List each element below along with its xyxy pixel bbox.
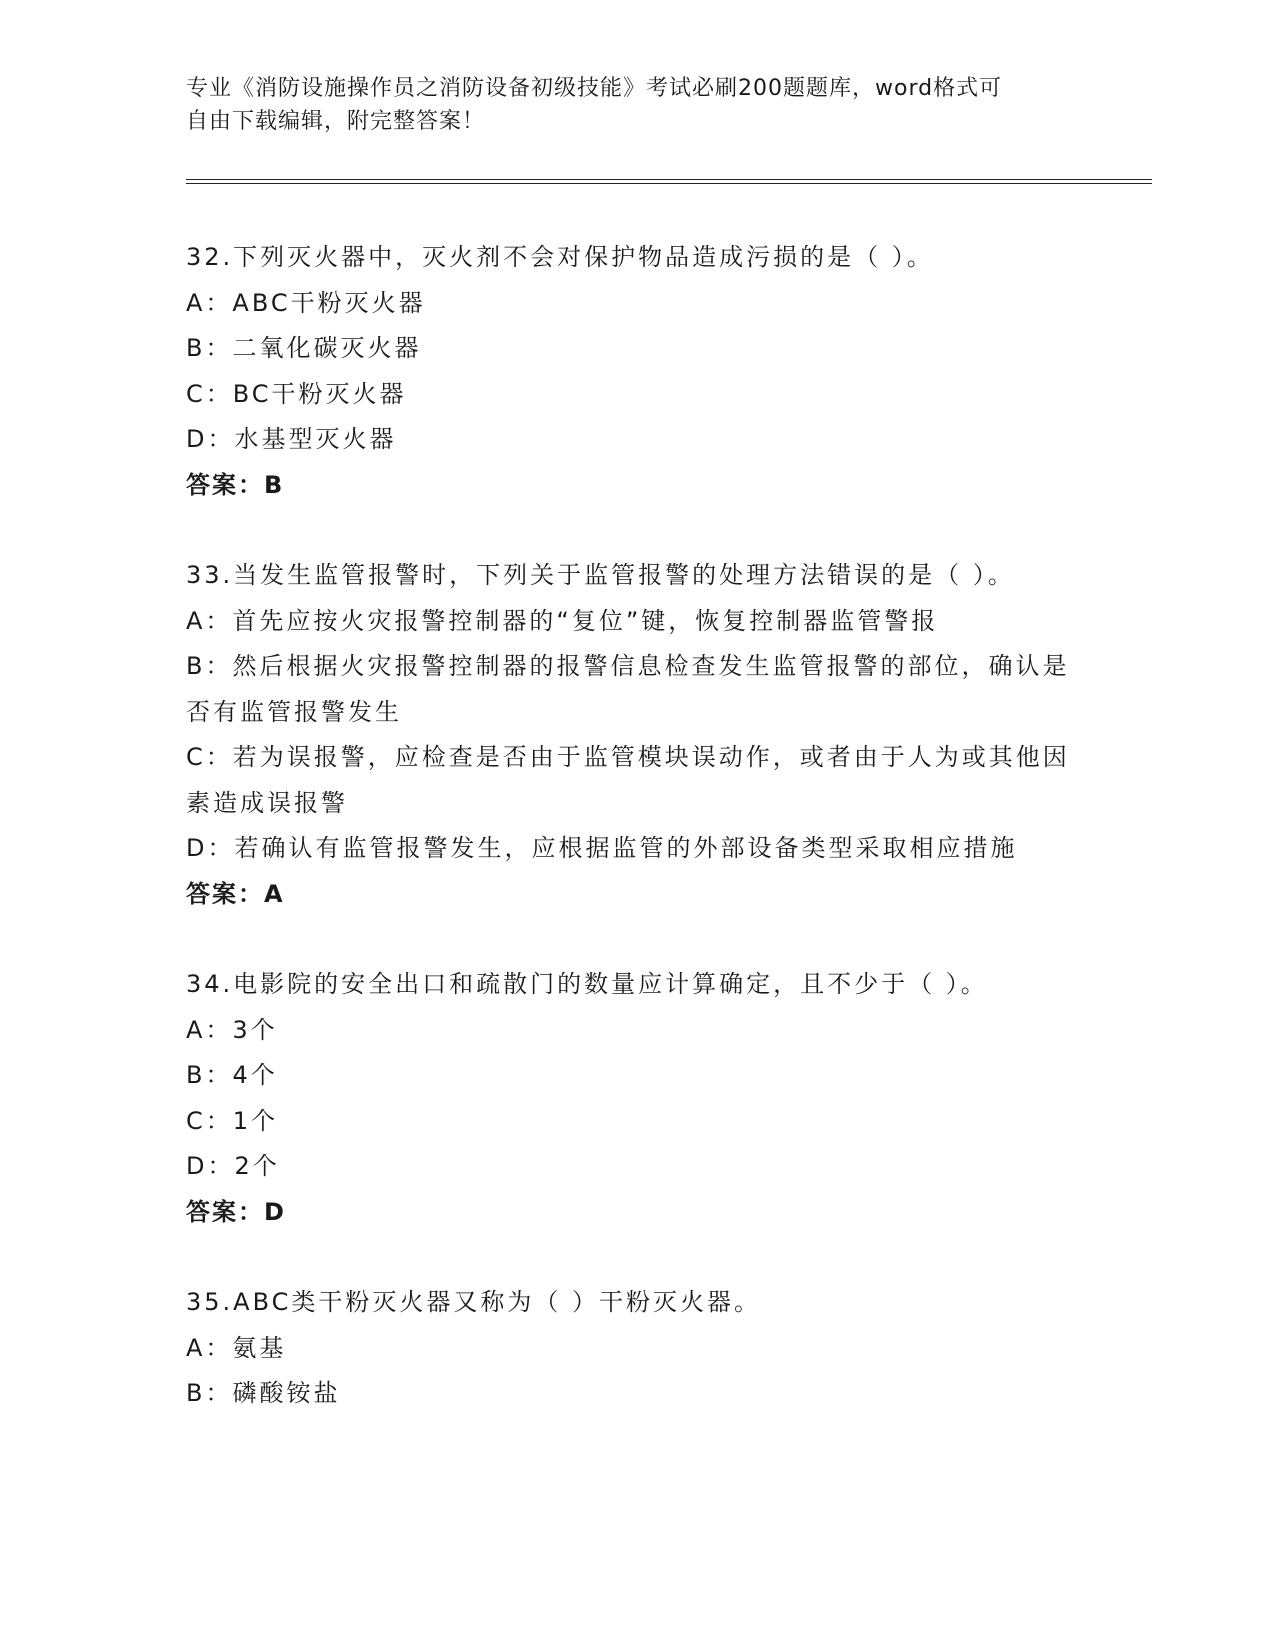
answer-line: 答案：D [186,1197,286,1226]
question-list [186,235,1086,1462]
option-a: A：首先应按火灾报警控制器的“复位”键，恢复控制器监管警报 [186,606,939,635]
option-d: D：水基型灭火器 [186,425,397,453]
option-d: D：若确认有监管报警发生，应根据监管的外部设备类型采取相应措施 [186,834,1018,862]
option-b: B：然后根据火灾报警控制器的报警信息检查发生监管报警的部位，确认是否有监管报警发生 [186,652,1070,726]
option-b: B：磷酸铵盐 [186,1379,341,1407]
option-c: C：若为误报警，应检查是否由于监管模块误动作，或者由于人为或其他因素造成误报警 [186,743,1070,817]
answer-line: 答案：B [186,470,285,499]
option-b: B：二氧化碳灭火器 [186,334,422,362]
question-stem: 32.下列灭火器中，灭火剂不会对保护物品造成污损的是（ ）。 [186,243,934,271]
question-33 [186,553,1086,917]
document-header [186,72,1086,138]
header-title-line-2: 自由下载编辑，附完整答案！ [186,109,486,134]
option-b: B：4个 [186,1061,278,1089]
question-stem: 35.ABC类干粉灭火器又称为（ ）干粉灭火器。 [186,1288,762,1316]
question-32 [186,235,1086,508]
header-divider-top [186,179,1152,180]
question-34 [186,962,1086,1235]
answer-line: 答案：A [186,879,285,908]
option-c: C：1个 [186,1106,279,1135]
question-stem: 34.电影院的安全出口和疏散门的数量应计算确定，且不少于（ ）。 [186,970,988,998]
question-35 [186,1280,1086,1417]
option-a: A：3个 [186,1015,278,1044]
option-d: D：2个 [186,1152,280,1180]
header-divider-bottom [186,183,1152,184]
option-a: A：ABC干粉灭火器 [186,288,426,317]
option-a: A：氨基 [186,1333,287,1362]
option-c: C：BC干粉灭火器 [186,379,407,408]
question-stem: 33.当发生监管报警时，下列关于监管报警的处理方法错误的是（ ）。 [186,561,1015,589]
header-title-line-1: 专业《消防设施操作员之消防设备初级技能》考试必刷200题题库，word格式可 [186,76,1003,101]
